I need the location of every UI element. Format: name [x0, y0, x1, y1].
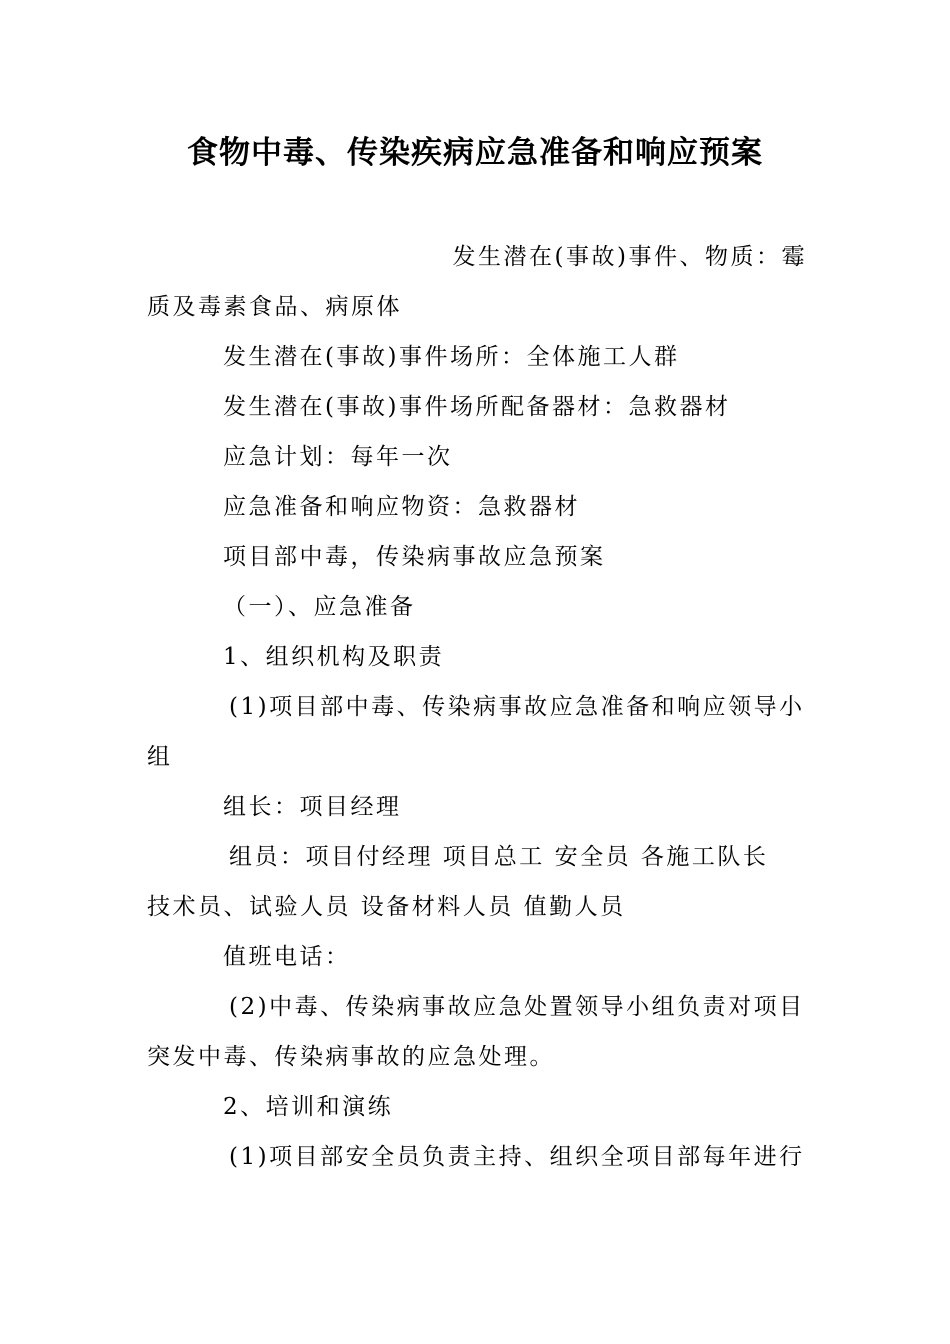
subsection-heading: 1、组织机构及职责: [223, 644, 445, 670]
paragraph-line: 组: [147, 744, 173, 770]
paragraph-line: 值班电话：: [223, 944, 351, 970]
paragraph-line: 发生潜在(事故)事件、物质：霉: [452, 244, 807, 270]
paragraph-line: 应急准备和响应物资：急救器材: [223, 494, 580, 520]
document-body: [147, 232, 807, 1182]
paragraph-line: 质及毒素食品、病原体: [147, 294, 402, 320]
section-heading: （一）、应急准备: [223, 594, 416, 620]
paragraph-line: 突发中毒、传染病事故的应急处理。: [147, 1044, 555, 1070]
paragraph-line: 发生潜在(事故)事件场所：全体施工人群: [223, 344, 680, 370]
subsection-heading: 2、培训和演练: [223, 1094, 394, 1120]
paragraph-line: (1)项目部安全员负责主持、组织全项目部每年进行: [229, 1144, 805, 1170]
paragraph-line: (2)中毒、传染病事故应急处置领导小组负责对项目: [229, 994, 805, 1020]
paragraph-line: (1)项目部中毒、传染病事故应急准备和响应领导小: [229, 694, 805, 720]
paragraph-line: 技术员、试验人员 设备材料人员 值勤人员: [147, 894, 626, 920]
paragraph-line: 组员：项目付经理 项目总工 安全员 各施工队长: [229, 844, 769, 870]
paragraph-line: 应急计划：每年一次: [223, 444, 453, 470]
document-title: 食物中毒、传染疾病应急准备和响应预案: [187, 135, 763, 171]
paragraph-line: 发生潜在(事故)事件场所配备器材：急救器材: [223, 394, 731, 420]
paragraph-line: 项目部中毒，传染病事故应急预案: [223, 544, 606, 570]
paragraph-line: 组长：项目经理: [223, 794, 402, 820]
